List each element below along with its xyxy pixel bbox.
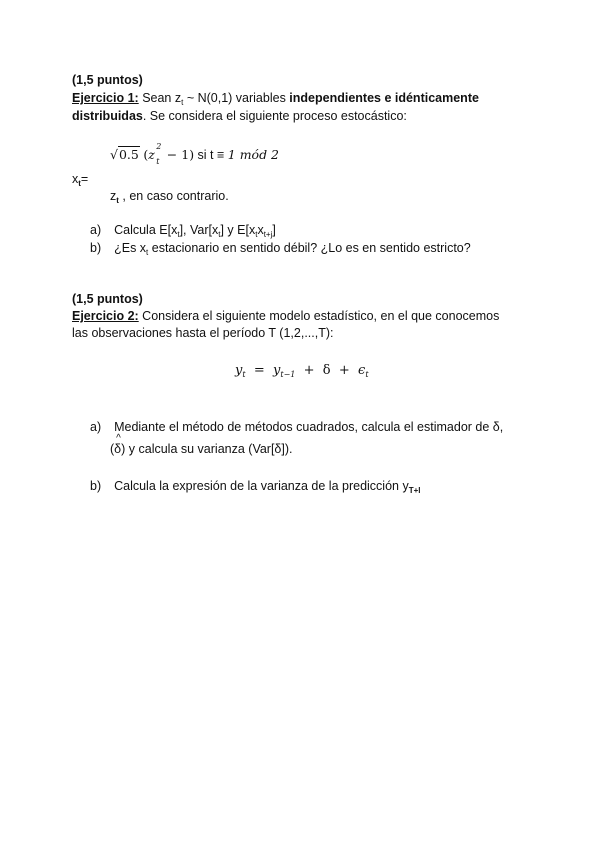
ex2-intro-text: Considera el siguiente modelo estadístico, en el que conocemos bbox=[138, 309, 500, 323]
ex1-case2-sub: t bbox=[116, 196, 119, 205]
ex1-item-a-marker: a) bbox=[90, 223, 102, 237]
ex2-delta: δ bbox=[114, 442, 122, 456]
ex1-item-a-x: x bbox=[257, 223, 264, 237]
ex2-item-b bbox=[90, 478, 421, 494]
ex1-xt-label: x bbox=[72, 172, 79, 186]
ex1-case1-sqrt: 0.5 bbox=[118, 147, 139, 162]
ex2-eq-sub-t: t bbox=[242, 370, 246, 379]
ex1-intro-sub: t bbox=[181, 98, 184, 107]
ex1-intro-b: ~ N(0,1) variables bbox=[183, 91, 290, 105]
ex1-item-a-sub1: t bbox=[177, 230, 180, 239]
ex1-line2 bbox=[72, 108, 407, 124]
ex1-case1-subt: t bbox=[156, 157, 160, 166]
ex1-case2 bbox=[110, 188, 229, 204]
ex2-points: (1,5 puntos) bbox=[72, 292, 143, 306]
ex1-item-b-marker: b) bbox=[90, 241, 102, 255]
sqrt-symbol: √ bbox=[110, 147, 118, 162]
ex2-item-a-marker: a) bbox=[90, 420, 102, 434]
ex1-case1-minus: − 1) bbox=[162, 147, 195, 162]
ex1-case1 bbox=[110, 142, 279, 166]
ex2-eq-eq: = bbox=[245, 363, 273, 378]
ex2-eq-y: y bbox=[235, 363, 243, 378]
ex1-item-a-text: Calcula E[x bbox=[114, 223, 178, 237]
ex1-intro-a: Sean z bbox=[142, 91, 182, 105]
ex2-eq-eps: ϵ bbox=[358, 363, 366, 378]
ex2-item-a-line1: Mediante el método de métodos cuadrados, calcula el estimador de δ, bbox=[114, 420, 504, 434]
ex2-delta-hat bbox=[114, 433, 122, 457]
ex2-eq-plus: + δ + bbox=[295, 363, 359, 378]
ex1-case1-paren: ( bbox=[143, 147, 149, 162]
ex1-case2-rest: , en caso contrario. bbox=[118, 189, 229, 203]
ex1-item-a-end: ] bbox=[272, 223, 276, 237]
ex2-title: Ejercicio 2: bbox=[72, 309, 139, 323]
ex1-item-a-sub4: t+j bbox=[263, 230, 273, 239]
ex2-eq-sub-t1: t−1 bbox=[280, 370, 296, 379]
ex1-xt bbox=[72, 171, 88, 187]
ex1-item-b bbox=[90, 240, 471, 256]
ex2-eq-y2: y bbox=[273, 363, 281, 378]
ex1-item-b-sub: t bbox=[146, 248, 149, 257]
ex2-eq-sub-eps: t bbox=[365, 370, 369, 379]
ex2-item-a-open: ( bbox=[110, 442, 115, 456]
ex1-case1-z bbox=[148, 142, 162, 166]
ex1-line2-bold: distribuidas bbox=[72, 109, 143, 123]
ex1-case1-mod: 1 mód 2 bbox=[227, 147, 279, 162]
ex1-item-b-text2: estacionario en sentido débil? ¿Lo es en sentido estricto? bbox=[148, 241, 471, 255]
ex2-item-a-line2 bbox=[110, 433, 293, 457]
ex2-item-a bbox=[90, 419, 503, 435]
ex1-item-a-mid2: ] y E[x bbox=[220, 223, 256, 237]
ex1-intro bbox=[72, 90, 479, 106]
ex1-line2-rest: . Se considera el siguiente proceso estocástico: bbox=[142, 109, 407, 123]
ex2-item-b-text: Calcula la expresión de la varianza de la predicción y bbox=[114, 479, 409, 493]
ex2-item-b-sub: T+l bbox=[408, 486, 421, 495]
ex2-line2: las observaciones hasta el período T (1,2,...,T): bbox=[72, 326, 334, 340]
ex1-case1-z-letter: z bbox=[148, 147, 155, 162]
ex1-title: Ejercicio 1: bbox=[72, 91, 139, 105]
ex1-xt-eq: = bbox=[80, 172, 89, 186]
ex1-case2-z: z bbox=[110, 189, 117, 203]
ex2-item-a-rest: ) y calcula su varianza (Var[δ]). bbox=[121, 442, 293, 456]
ex1-intro-bold: independientes e idénticamente bbox=[289, 91, 479, 105]
ex2-intro bbox=[72, 308, 499, 324]
ex1-case1-sup: 2 bbox=[156, 142, 162, 151]
ex1-xt-sub: t bbox=[78, 179, 81, 188]
ex1-item-a bbox=[90, 222, 276, 238]
ex1-points: (1,5 puntos) bbox=[72, 73, 143, 87]
ex1-item-a-mid: ], Var[x bbox=[179, 223, 219, 237]
ex2-hat-caret: ^ bbox=[116, 433, 121, 444]
ex2-item-b-marker: b) bbox=[90, 479, 102, 493]
ex1-item-b-text1: ¿Es x bbox=[114, 241, 147, 255]
ex1-case1-si: si t ≡ bbox=[194, 148, 228, 162]
ex2-equation bbox=[235, 362, 369, 379]
ex1-item-a-sub2: t bbox=[218, 230, 221, 239]
ex1-item-a-sub3: t bbox=[255, 230, 258, 239]
